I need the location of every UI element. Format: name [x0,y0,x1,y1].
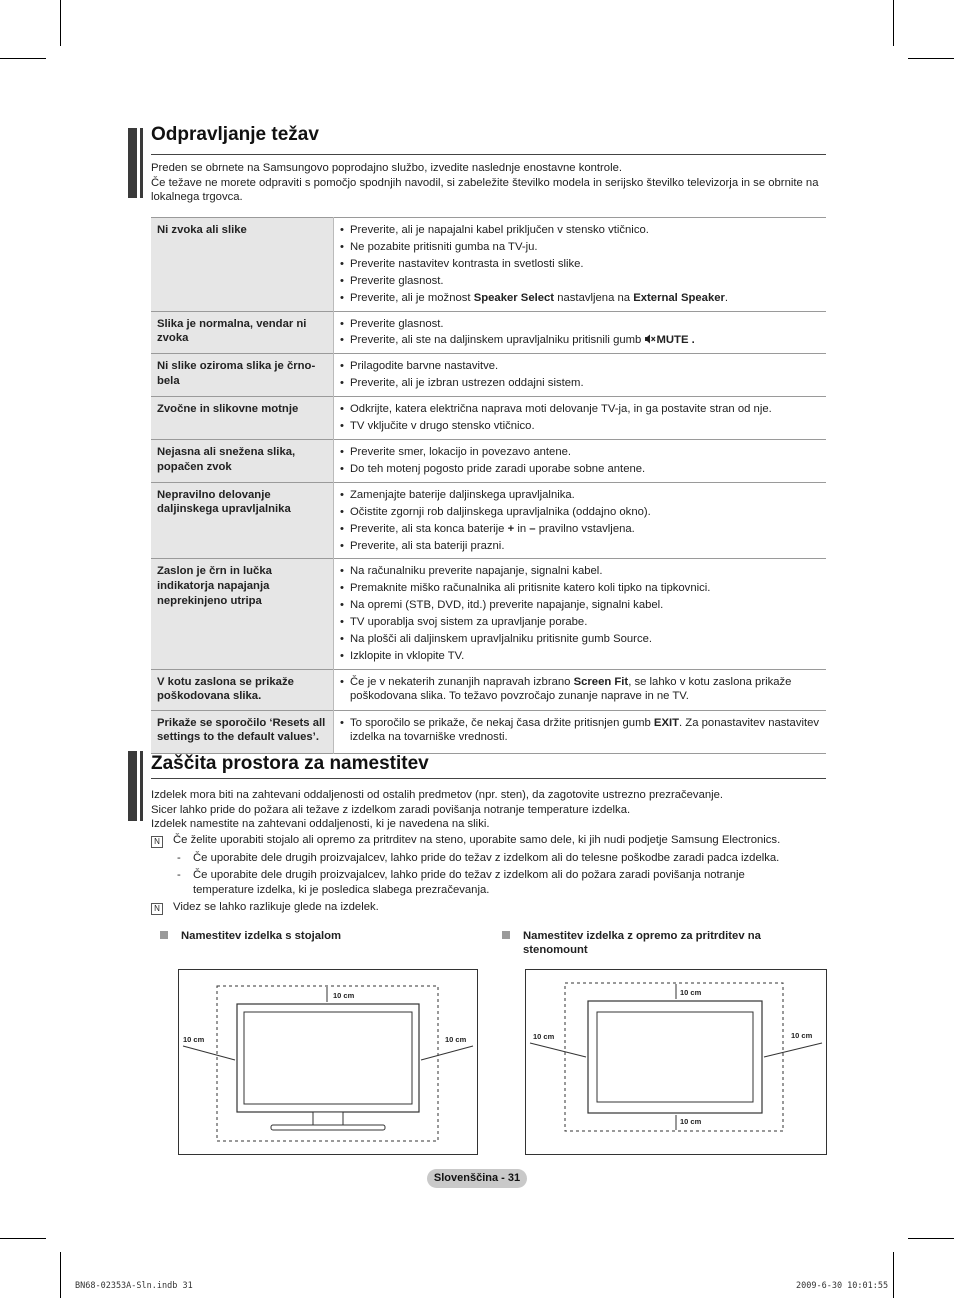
solution-cell [334,397,827,440]
dimension-label-bottom: 10 cm [680,1117,702,1126]
symptom-cell: Ni slike oziroma slika je črno-bela [151,354,334,397]
note-icon: N [151,836,163,848]
solution-cell [334,354,827,397]
tv-frame [588,1001,762,1113]
section-bar [140,751,143,821]
symptom-cell: Zaslon je črn in lučka indikatorja napajanja neprekinjeno utripa [151,559,334,669]
wall-mount-diagram [526,970,826,1154]
table-row [151,397,826,440]
solution-item: • Izklopite in vklopite TV. [340,648,820,665]
figure-caption-stand: Namestitev izdelka s stojalom [160,929,341,943]
crop-mark [60,1252,61,1298]
tv-frame [237,1004,419,1112]
symptom-cell: Zvočne in slikovne motnje [151,397,334,440]
intro-line: Preden se obrnete na Samsungovo poprodajno službo, izvedite naslednje enostavne kontrole. [151,162,623,174]
solution-item: • To sporočilo se prikaže, če nekaj časa držite pritisnjen gumb EXIT. Za ponastavitev nastavitev izdelka na tovarniške vrednosti. [340,715,820,747]
solution-item: • Na opremi (STB, DVD, itd.) preverite napajanje, signalni kabel. [340,597,820,614]
solution-item: • Preverite, ali sta konca baterije + in – pravilno vstavljena. [340,521,820,538]
print-date-info: 2009-6-30 10:01:55 [796,1281,889,1291]
intro-line: Izdelek mora biti na zahtevani oddaljenosti od ostalih predmetov (npr. sten), da zagotovite ustrezno prezračevanje. [151,789,724,801]
print-file-info: BN68-02353A-Sln.indb 31 [75,1281,193,1291]
solution-item: • Preverite glasnost. [340,273,820,290]
dim-arrow-left [183,1046,235,1060]
symptom-cell: Prikaže se sporočilo ‘Resets all settings to the default values’. [151,710,334,753]
table-row [151,482,826,559]
section-title-installation-space: Zaščita prostora za namestitev [151,753,429,774]
solution-item: • Na plošči ali daljinskem upravljalniku pritisnite gumb Source. [340,631,820,648]
tv-stand-base [271,1125,385,1130]
mute-icon [644,334,656,344]
title-rule [151,778,826,779]
solution-item: • Premaknite miško računalnika ali pritisnite katero koli tipko na tipkovnici. [340,580,820,597]
solution-item: • Odkrijte, katera električna naprava moti delovanje TV-ja, in ga postavite stran od nje. [340,401,820,418]
dim-arrow-left [530,1043,586,1057]
table-row [151,710,826,753]
solution-cell [334,218,827,312]
crop-mark [908,58,954,59]
note-icon: N [151,903,163,915]
table-row [151,439,826,482]
troubleshooting-intro [151,161,831,205]
solution-cell [334,482,827,559]
symptom-cell: Nejasna ali snežena slika, popačen zvok [151,439,334,482]
symptom-cell: Nepravilno delovanje daljinskega upravljalnika [151,482,334,559]
tv-stand-neck [313,1112,343,1125]
solution-item: • Na računalniku preverite napajanje, signalni kabel. [340,563,820,580]
intro-line: Če težave ne morete odpraviti s pomočjo spodnjih navodil, si zabeležite številko modela in serijsko številko televizorja in se obrnite na lokalnega trgovca. [151,176,819,204]
section-bar [128,751,137,821]
section-title-troubleshooting: Odpravljanje težav [151,124,319,145]
solution-cell [334,559,827,669]
dimension-label-left: 10 cm [183,1035,205,1044]
crop-mark [0,1238,46,1239]
table-row [151,354,826,397]
figure-wall-mount [525,969,827,1155]
note: N Če želite uporabiti stojalo ali opremo za pritrditev na steno, uporabite samo dele, ki jih nudi podjetje Samsung Electronics. [151,833,780,848]
solution-item: • Ne pozabite pritisniti gumba na TV-ju. [340,239,820,256]
dimension-label-right: 10 cm [791,1031,813,1040]
solution-cell [334,439,827,482]
crop-mark [0,58,46,59]
section-bar [140,128,143,198]
page-number: Slovenščina - 31 [427,1169,527,1188]
solution-item: • TV uporablja svoj sistem za upravljanje porabe. [340,614,820,631]
solution-item: • Preverite, ali je izbran ustrezen oddajni sistem. [340,375,820,392]
solution-item: • Preverite smer, lokacijo in povezavo antene. [340,444,820,461]
installation-intro [151,788,831,832]
solution-item: • Preverite, ali je napajalni kabel priključen v stensko vtičnico. [340,222,820,239]
figure-stand [178,969,478,1155]
table-row [151,669,826,710]
solution-item: • TV vključite v drugo stensko vtičnico. [340,418,820,435]
table-row [151,559,826,669]
dim-arrow-right [764,1043,822,1057]
dimension-label-left: 10 cm [533,1032,555,1041]
troubleshooting-table [151,217,826,754]
solution-cell [334,669,827,710]
crop-mark [60,0,61,46]
solution-item: • Očistite zgornji rob daljinskega upravljalnika (oddajno okno). [340,504,820,521]
dash-item: - Če uporabite dele drugih proizvajalcev, lahko pride do težav z izdelkom ali do telesne poškodbe zaradi padca izdelka. [177,852,780,864]
solution-item: • Preverite, ali sta bateriji prazni. [340,538,820,555]
table-row [151,218,826,312]
crop-mark [893,0,894,46]
dimension-label-top: 10 cm [333,991,355,1000]
section-bar [128,128,137,198]
solution-item: • Zamenjajte baterije daljinskega upravljalnika. [340,487,820,504]
crop-mark [893,1252,894,1298]
symptom-cell: Ni zvoka ali slike [151,218,334,312]
stand-diagram [179,970,477,1154]
solution-item: • Če je v nekaterih zunanjih napravah izbrano Screen Fit, se lahko v kotu zaslona prikaže poškodovana slika. To težavo povzročajo zunanje naprave in ne TV. [340,674,820,706]
solution-item: • Preverite glasnost. [340,316,820,333]
note: N Videz se lahko razlikuje glede na izdelek. [151,900,379,915]
crop-mark [908,1238,954,1239]
table-row [151,311,826,354]
intro-line: Izdelek namestite na zahtevani oddaljenosti, ki je navedena na sliki. [151,818,490,831]
solution-cell [334,311,827,354]
dash-item: - Če uporabite dele drugih proizvajalcev, lahko pride do težav z izdelkom ali do požara zaradi povišanja notranje temperature izdelka, ki je posledica slabega prezračevanja. [177,869,745,896]
intro-line: Sicer lahko pride do požara ali težave z izdelkom zaradi povišanja notranje temperature izdelka. [151,803,631,816]
title-rule [151,154,826,155]
solution-cell [334,710,827,753]
figure-caption-wall-mount: Namestitev izdelka z opremo za pritrditev na stenomount [502,929,802,957]
symptom-cell: Slika je normalna, vendar ni zvoka [151,311,334,354]
dimension-label-top: 10 cm [680,988,702,997]
symptom-cell: V kotu zaslona se prikaže poškodovana slika. [151,669,334,710]
solution-item: • Preverite, ali je možnost Speaker Select nastavljena na External Speaker. [340,290,820,307]
solution-item: • Preverite nastavitev kontrasta in svetlosti slike. [340,256,820,273]
solution-item: • Do teh motenj pogosto pride zaradi uporabe sobne antene. [340,461,820,478]
solution-item: • Preverite, ali ste na daljinskem upravljalniku pritisnili gumb MUTE . [340,332,820,349]
solution-item: • Prilagodite barvne nastavitve. [340,358,820,375]
dimension-label-right: 10 cm [445,1035,467,1044]
dim-arrow-right [421,1046,473,1060]
